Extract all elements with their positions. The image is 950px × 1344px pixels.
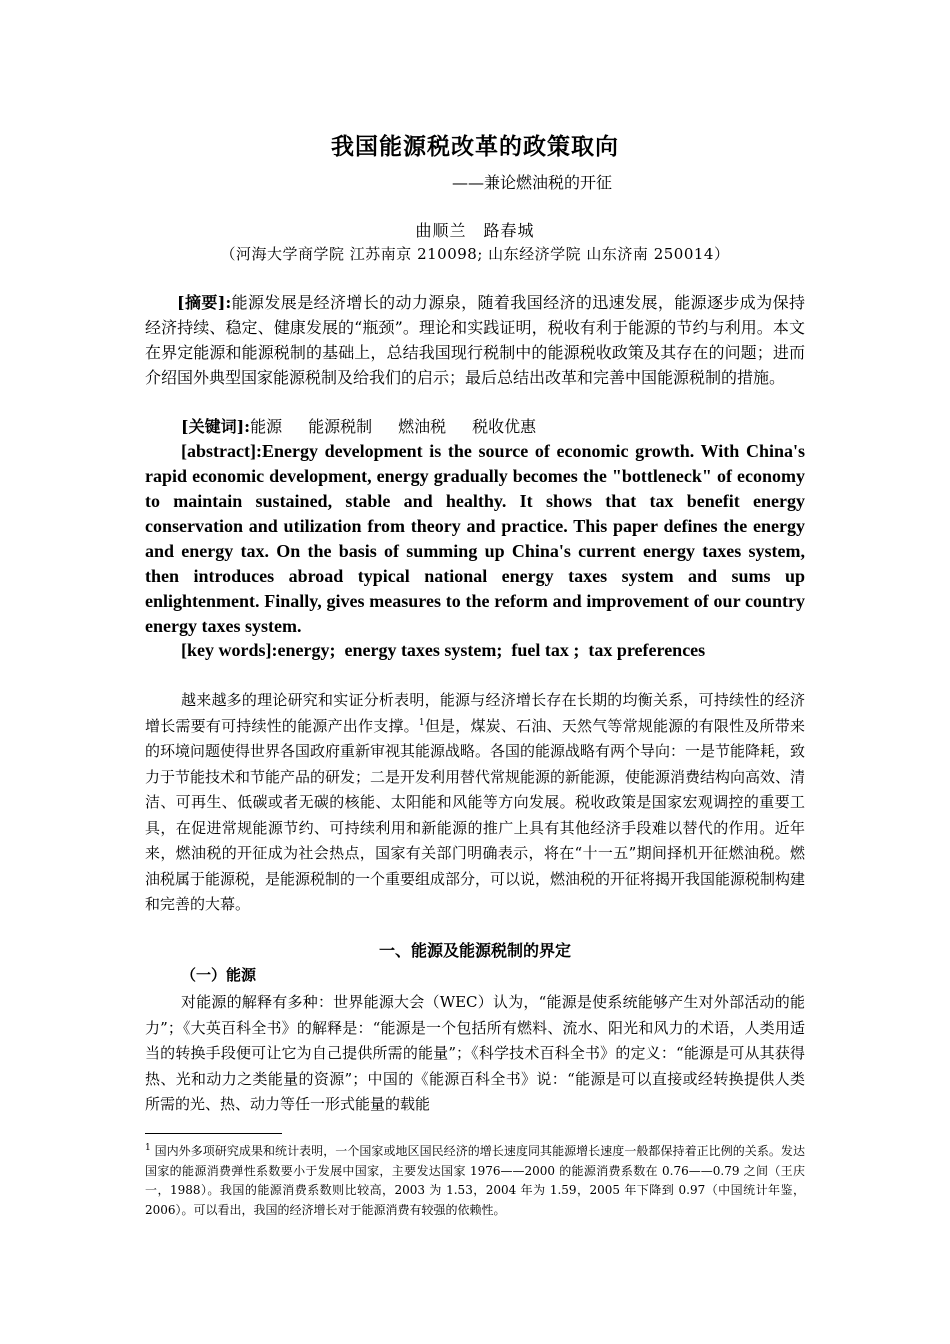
keyword-zh-item: 税收优惠 (472, 417, 537, 436)
keyword-zh-item: 燃油税 (398, 417, 447, 436)
abstract-zh-label: [摘要]: (177, 293, 232, 312)
footnote-ref[interactable]: 1 (418, 717, 425, 728)
footnote-mark: 1 (145, 1143, 151, 1153)
energy-definition-paragraph: 对能源的解释有多种：世界能源大会（WEC）认为，“能源是使系统能够产生对外部活动的能力”；《大英百科全书》的解释是：“能源是一个包括所有燃料、流水、阳光和风力的术语，人类用适当的转换手段便可让它为自己提供所需的能量”；《科学技术百科全书》的定义：“能源是可从其获得热、光和动力之类能量的资源”；中国的《能源百科全书》说：“能源是可以直接或经转换提供人类所需的光、热、动力等任一形式能量的载能 (145, 993, 805, 1113)
keyword-zh-item: 能源 (250, 417, 283, 436)
intro-text-1: 越来越多的理论研究和实证分析表明，能源与经济增长存在长期的均衡关系，可持续性的经济增长需要有可持续性的能源产出作支撑。 (145, 691, 805, 735)
keywords-en: [key words]:energy; energy taxes system; fuel tax ; tax preferences (181, 640, 706, 660)
affiliation: （河海大学商学院 江苏南京 210098; 山东经济学院 山东济南 250014） (220, 245, 730, 263)
intro-text-2: 但是，煤炭、石油、天然气等常规能源的有限性及所带来的环境问题使得世界各国政府重新审视其能源战略。各国的能源战略有两个导向：一是节能降耗，致力于节能技术和节能产品的研发；二是开发利用替代常规能源的新能源，使能源消费结构向高效、清洁、可再生、低碳或者无碳的核能、太阳能和风能等方向发展。税收政策是国家宏观调控的重要工具，在促进常规能源节约、可持续利用和新能源的推广上具有其他经济手段难以替代的作用。近年来，燃油税的开征成为社会热点，国家有关部门明确表示，将在“十一五”期间择机开征燃油税。燃油税属于能源税，是能源税制的一个重要组成部分，可以说，燃油税的开征将揭开我国能源税制构建和完善的大幕。 (145, 716, 806, 913)
paper-subtitle: ——兼论燃油税的开征 (452, 173, 613, 192)
subsection-heading: （一）能源 (181, 966, 257, 984)
paper-title: 我国能源税改革的政策取向 (331, 134, 619, 160)
abstract-en: [abstract]:Energy development is the source of economic growth. With China's rapid economic development, energy gradually becomes the "bottleneck" of economy to maintain sustained, stable and healthy. It shows that tax benefit energy conservation and utilization from theory and practice. This paper defines the energy and energy tax. On the basis of summing up China's current energy taxes system, then introduces abroad typical national energy taxes system and sums up enlightenment. Finally, gives measures to the reform and improvement of our country energy taxes system. (145, 441, 805, 636)
footnote-divider (145, 1133, 282, 1134)
abstract-zh-text: 能源发展是经济增长的动力源泉，随着我国经济的迅速发展，能源逐步成为保持经济持续、稳定、健康发展的“瓶颈”。理论和实践证明，税收有利于能源的节约与利用。本文在界定能源和能源税制的基础上，总结我国现行税制中的能源税收政策及其存在的问题；进而介绍国外典型国家能源税制及给我们的启示；最后总结出改革和完善中国能源税制的措施。 (145, 293, 805, 387)
abstract-zh (145, 290, 805, 390)
keywords-zh (181, 414, 562, 439)
footnote (145, 1142, 805, 1220)
keywords-zh-label: [关键词]: (181, 417, 251, 436)
keyword-zh-item: 能源税制 (308, 417, 373, 436)
intro-paragraph (145, 688, 805, 918)
authors: 曲顺兰 路春城 (415, 221, 535, 240)
section-heading: 一、能源及能源税制的界定 (378, 941, 571, 960)
footnote-text: 国内外多项研究成果和统计表明，一个国家或地区国民经济的增长速度同其能源增长速度一般都保持着正比例的关系。发达国家的能源消费弹性系数要小于发展中国家，主要发达国家 1976——2000 的能源消费系数在 0.76——0.79 之间（王庆一，1988）。我国的能源消费系数则比较高，2003 为 1.53，2004 年为 1.59，2005 年下降到 0.97（中国统计年鉴，2006）。可以看出，我国的经济增长对于能源消费有较强的依赖性。 (145, 1144, 805, 1217)
